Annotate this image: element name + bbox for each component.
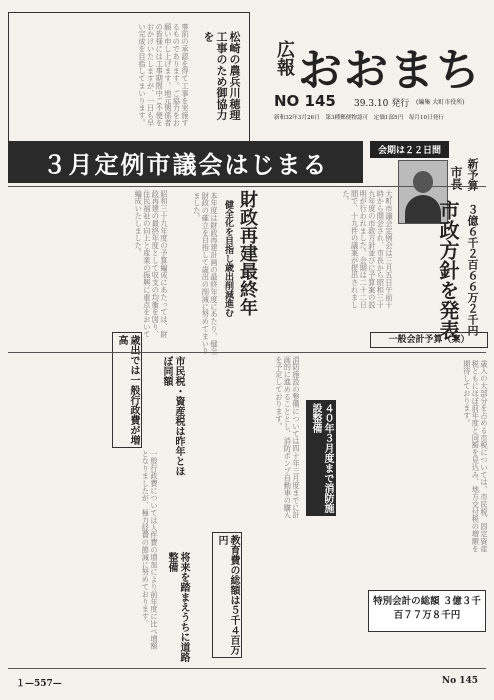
notice-title: 松崎の農兵川穂理工事のため御協力を [202,31,241,121]
fire-headline: ４０年３月度まで消防施設整備 [306,400,336,516]
session-length-text: 会期は２２日間 [378,146,442,156]
budget-header [370,332,488,348]
expenditure-headline: 歳出では一般行政費が増高 [112,332,142,448]
special-account-text: 特別会計の総額 ３億３千百７７万８千円 [373,596,481,621]
publisher-note: (編集 大町市役所) [416,99,465,106]
policy-subhead-mayor: 市長 [449,166,463,190]
education-headline: 教育費の総額は５千４百万円 [212,532,242,658]
masthead-brand-label: 広報 [274,40,295,76]
intro-text: 大町市議会定例会は三月五日午前十時から開会され、市長から昭和三十九年度の市政方針並びに予算案の説明が行われました。会期は二十二日間で、十九件の議案が提出されました。 [342,190,394,309]
session-length-tag [370,141,449,158]
right-body: 歳入の大部分を占める市税については、市民税、固定資産税ともにほぼ前年度と同額を見込み、地方交付税の増額を期待しております。 [462,360,489,553]
notice-box [8,12,250,142]
finance-subhead: 健全化を目指し歳出削減進む [223,200,233,317]
finance-body: 本年度は財政再建計画の最終年度にあたり、健全財政の確立を目指して歳出の削減に努めてまいりました。 [192,192,219,355]
notice-body: 事前の承認を得て工事を実施するものであります。ご協力をお願い申し上げます。地元関係者の皆様には工事期間中ご不便をおかけいたしますが、一日も早い完成を目指してまいります。 [138,23,190,127]
road-headline: 将来を踏まえうちに道路整備 [166,552,189,662]
budget-header-text: 一般会計予算（案） [388,335,470,345]
masthead [268,10,488,135]
portrait-icon [413,171,433,193]
tax-headline: 市民税・資産税は昨年とほぼ同額 [161,356,184,476]
mid-body-1: 消防施設の整備については四十年三月度までに計画的に進めることとし、消防ポンプ自動車の購入を予定しております。 [274,356,301,519]
divider-mid [8,352,486,353]
budget-total-heading: 新予算 ３億６千２百６６万２千円 [466,158,479,336]
headline-banner [8,141,363,183]
divider-bottom [8,668,486,669]
masthead-title: おおまち [298,45,482,96]
publish-date: 39.3.10 発行 [354,99,410,109]
left-body: 昭和三十九年度の予算編成にあたっては、財政再建の最終年度として収支の均衡を図り、住民福祉の向上と産業の振興に重点をおいて編成いたしました。 [134,190,169,338]
footer-page-left: １—557— [16,679,62,689]
special-account-box [368,590,486,632]
policy-headline: 市政方針を発表 [436,200,460,340]
issue-number: NO 145 [274,92,336,110]
registration-line: 新和32年3月26日 第3種郵便物認可 定価1部5円 毎月10日発行 [274,115,444,121]
finance-headline: 財政再建最終年 [237,190,258,316]
footer-page-right: No 145 [441,676,478,686]
divider-top [8,186,486,187]
headline-text: ３月定例市議会はじまる [42,150,329,179]
mid-body-2: 一般行政費については人件費の増加により前年度に比べ増額となりましたが、極力経費の節減に努めております。 [141,450,159,650]
